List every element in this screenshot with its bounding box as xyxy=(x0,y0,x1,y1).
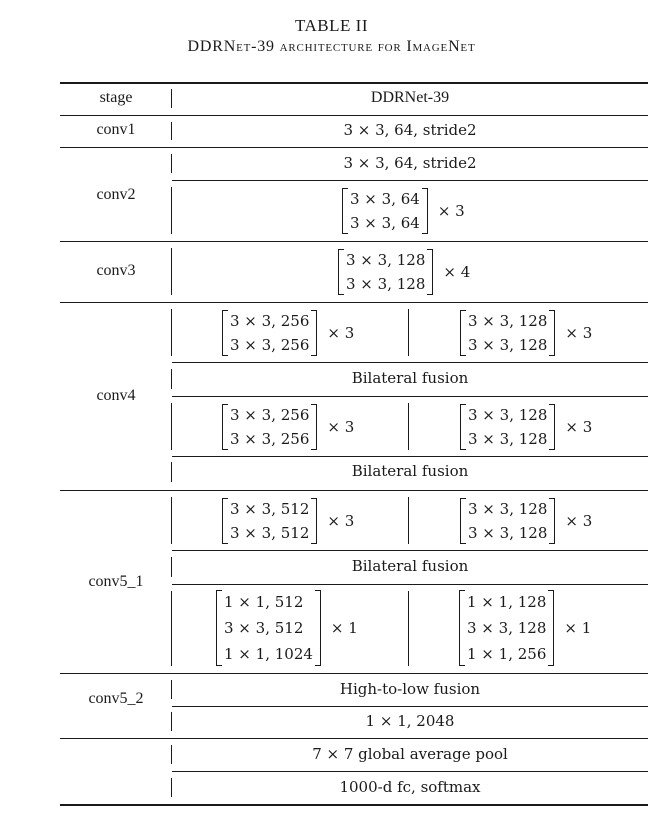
matrix-row: 3 × 3, 512 xyxy=(224,619,304,637)
branch-sep xyxy=(408,309,409,356)
conv4-sub-rule-3 xyxy=(172,456,648,457)
repeat-count: × 3 xyxy=(437,202,465,220)
col-sep xyxy=(171,309,172,356)
repeat-count: × 3 xyxy=(327,324,355,342)
conv4-sub-rule-1 xyxy=(172,362,648,363)
rule-after-conv2 xyxy=(60,241,648,242)
rule-after-conv5-1 xyxy=(60,673,648,674)
repeat-count: × 3 xyxy=(327,512,355,530)
conv4-fusion-1: Bilateral fusion xyxy=(351,369,469,387)
bottom-rule xyxy=(60,804,648,806)
right-bracket xyxy=(549,498,555,544)
global-pool: 7 × 7 global average pool xyxy=(312,745,508,763)
right-bracket xyxy=(549,404,555,450)
repeat-count: × 3 xyxy=(565,512,593,530)
conv5-2-layer: 1 × 1, 2048 xyxy=(365,712,455,730)
table-title xyxy=(0,38,663,56)
conv5-2-fusion: High-to-low fusion xyxy=(339,680,481,698)
matrix-row: 3 × 3, 128 xyxy=(468,430,548,448)
repeat-count: × 1 xyxy=(564,619,592,637)
conv5-1-block1-left xyxy=(222,497,354,545)
conv4-block1-left xyxy=(222,309,354,357)
branch-sep xyxy=(408,497,409,544)
matrix-row: 3 × 3, 128 xyxy=(467,619,547,637)
fc-softmax: 1000-d fc, softmax xyxy=(339,778,481,796)
matrix-row: 3 × 3, 128 xyxy=(468,524,548,542)
matrix-row: 1 × 1, 1024 xyxy=(224,645,313,663)
conv4-block2-left xyxy=(222,403,354,451)
stage-conv5-1: conv5_1 xyxy=(88,573,144,590)
header-model: DDRNet-39 xyxy=(370,89,450,106)
matrix-row: 1 × 1, 512 xyxy=(224,593,304,611)
matrix-row: 3 × 3, 256 xyxy=(230,336,310,354)
right-bracket xyxy=(548,590,554,666)
matrix-row: 3 × 3, 128 xyxy=(346,251,426,269)
repeat-count: × 4 xyxy=(443,263,471,281)
matrix-row: 3 × 3, 128 xyxy=(346,275,426,293)
conv5-1-block2-left xyxy=(216,589,358,667)
stage-conv4: conv4 xyxy=(96,387,136,404)
final-sub-rule xyxy=(172,771,648,772)
repeat-count: × 3 xyxy=(327,418,355,436)
right-bracket xyxy=(311,404,317,450)
right-bracket xyxy=(315,590,321,666)
stage-conv5-2: conv5_2 xyxy=(88,690,144,707)
matrix-row: 3 × 3, 64 xyxy=(350,214,420,232)
table-title-text: DDRNet-39 architecture for ImageNet xyxy=(187,38,476,55)
repeat-count: × 3 xyxy=(565,324,593,342)
right-bracket xyxy=(549,310,555,356)
matrix-row: 3 × 3, 256 xyxy=(230,430,310,448)
conv2-block xyxy=(342,187,465,235)
matrix-row: 3 × 3, 128 xyxy=(468,336,548,354)
rule-after-conv5-2 xyxy=(60,738,648,739)
conv5-1-sub-rule-2 xyxy=(172,584,648,585)
rule-after-conv4 xyxy=(60,490,648,491)
right-bracket xyxy=(311,310,317,356)
conv2-sub-rule xyxy=(172,180,648,181)
conv1-layer: 3 × 3, 64, stride2 xyxy=(343,121,477,139)
matrix-row: 3 × 3, 128 xyxy=(468,406,548,424)
repeat-count: × 3 xyxy=(565,418,593,436)
matrix-row: 3 × 3, 128 xyxy=(468,500,548,518)
matrix-row: 3 × 3, 64 xyxy=(350,190,420,208)
stage-conv3: conv3 xyxy=(96,262,136,279)
conv5-2-sub-rule xyxy=(172,706,648,707)
rule-after-conv1 xyxy=(60,147,648,148)
rule-after-conv3 xyxy=(60,302,648,303)
conv5-1-block2-right xyxy=(459,589,591,667)
matrix-row: 1 × 1, 128 xyxy=(467,593,547,611)
conv4-block1-right xyxy=(460,309,592,357)
top-rule xyxy=(60,82,648,84)
col-sep xyxy=(171,403,172,450)
branch-sep xyxy=(408,591,409,666)
header-stage: stage xyxy=(99,89,133,106)
conv2-layer: 3 × 3, 64, stride2 xyxy=(343,154,477,172)
stage-conv2: conv2 xyxy=(96,186,136,203)
conv4-block2-right xyxy=(460,403,592,451)
matrix-row: 3 × 3, 512 xyxy=(230,500,310,518)
matrix-row: 3 × 3, 256 xyxy=(230,312,310,330)
col-sep xyxy=(171,591,172,666)
right-bracket xyxy=(422,188,428,234)
right-bracket xyxy=(311,498,317,544)
header-rule xyxy=(60,115,648,116)
right-bracket xyxy=(427,249,433,295)
table-number: TABLE II xyxy=(295,16,368,35)
conv4-sub-rule-2 xyxy=(172,396,648,397)
conv5-1-sub-rule-1 xyxy=(172,550,648,551)
matrix-row: 3 × 3, 128 xyxy=(468,312,548,330)
matrix-row: 3 × 3, 512 xyxy=(230,524,310,542)
conv4-fusion-2: Bilateral fusion xyxy=(351,462,469,480)
branch-sep xyxy=(408,403,409,450)
conv5-1-block1-right xyxy=(460,497,592,545)
conv3-block xyxy=(338,248,470,296)
stage-conv1: conv1 xyxy=(96,121,136,138)
repeat-count: × 1 xyxy=(330,619,358,637)
col-sep xyxy=(171,497,172,544)
matrix-row: 3 × 3, 256 xyxy=(230,406,310,424)
matrix-row: 1 × 1, 256 xyxy=(467,645,547,663)
conv5-1-fusion: Bilateral fusion xyxy=(351,557,469,575)
